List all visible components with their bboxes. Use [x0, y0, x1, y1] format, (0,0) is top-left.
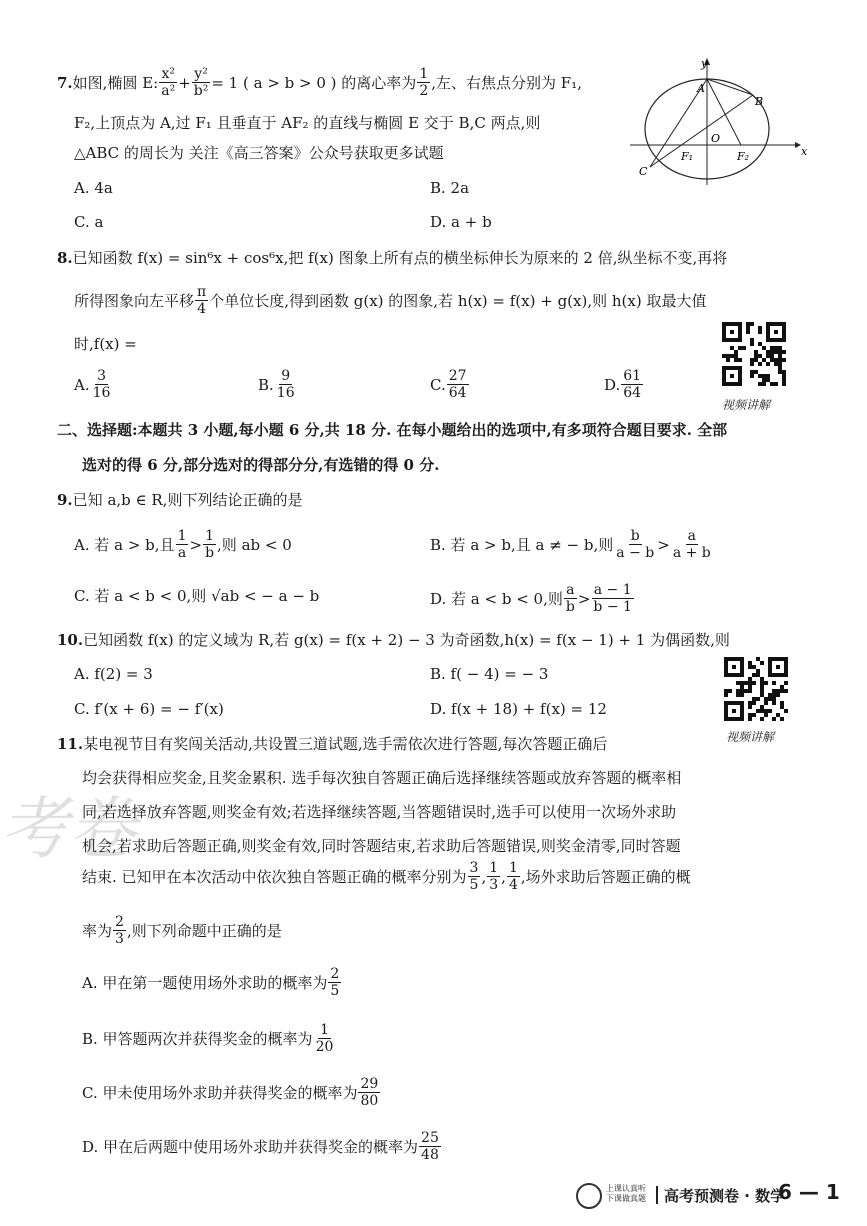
label-f1: F₁ [681, 150, 694, 163]
q8-stem-line2a: 所得图象向左平移 [74, 291, 195, 310]
q7-frac-x: $\frac{\text{x²}}{\text{a²}}$ [161, 66, 176, 99]
q9-option-c[interactable]: C. 若 a < b < 0,则 √ab < − a − b [74, 587, 320, 605]
q8-option-d[interactable]: D. $\frac{61}{64}$ [604, 368, 642, 401]
footer-divider [656, 1186, 658, 1204]
q11-number: 11. [57, 735, 84, 753]
q8-line3: 时,f(x) = [74, 335, 137, 353]
footer-slogan: 上课认真听 下课做真题 [606, 1184, 646, 1203]
q8-option-c[interactable]: C. $\frac{27}{64}$ [430, 368, 467, 401]
video-label: 视频讲解 [722, 398, 771, 412]
q7-option-b[interactable]: B. 2a [430, 179, 470, 197]
q7-stem-part3: ,左、右焦点分别为 F₁, [431, 73, 582, 92]
q7-number: 7. [57, 73, 73, 92]
q11-line3: 同,若选择放弃答题,则奖金有效;若选择继续答题,当答题错误时,选手可以使用一次场外求助 [82, 803, 677, 821]
q8-option-b[interactable]: B. $\frac{9}{16}$ [258, 368, 295, 401]
q7-frac-y: $\frac{\text{y²}}{\text{b²}}$ [193, 66, 209, 99]
q7-option-a[interactable]: A. 4a [74, 179, 113, 197]
page-number: 6 — 1 [778, 1180, 840, 1204]
q8-option-a[interactable]: A. $\frac{3}{16}$ [74, 368, 111, 401]
label-o: O [711, 132, 721, 145]
q9-option-b[interactable]: B. 若 a > b,且 a ≠ − b,则 $\frac{b}{a - b}$ > $\frac{a}{a + b}$ [430, 528, 711, 561]
q7-line3: △ABC 的周长为 关注《高三答案》公众号获取更多试题 [74, 144, 444, 162]
footer-title: 高考预测卷 · 数学 [664, 1187, 786, 1205]
q8-number: 8. [57, 249, 73, 267]
section-2-heading: 二、选择题:本题共 3 小题,每小题 6 分,共 18 分. 在每小题给出的选项中,有多项符合题目要求. 全部 [57, 421, 728, 439]
q8-stem-line1: 已知函数 f(x) = sin⁶x + cos⁶x,把 f(x) 图象上所有点的横坐标伸长为原来的 2 倍,纵坐标不变,再将 [72, 249, 728, 267]
q11-option-a[interactable]: A. 甲在第一题使用场外求助的概率为 $\frac{2}{5}$ [82, 966, 340, 999]
q7-option-c[interactable]: C. a [74, 213, 104, 231]
q11-option-d[interactable]: D. 甲在后两题中使用场外求助并获得奖金的概率为 $\frac{25}{48}$ [82, 1130, 439, 1163]
q11-line6: 率为 $\frac{2}{3}$ ,则下列命题中正确的是 [82, 914, 282, 947]
ellipse-figure [625, 55, 810, 190]
q7-line2: F₂,上顶点为 A,过 F₁ 且垂直于 AF₂ 的直线与椭圆 E 交于 B,C 两点,则 [74, 114, 541, 132]
q10-number: 10. [57, 631, 84, 649]
q9-option-a[interactable]: A. 若 a > b,且 $\frac{1}{a}$ > $\frac{1}{b}$ ,则 ab < 0 [74, 528, 292, 561]
q11-line5: 结束. 已知甲在本次活动中依次独自答题正确的概率分别为 $\frac{3}{5}$ , $\frac{1}{3}$ , $\frac{1}{4}$ ,场外求助后答题正确的概 [82, 860, 691, 893]
label-y: y [701, 57, 708, 70]
q7-option-d[interactable]: D. a + b [430, 213, 492, 231]
q8-frac-pi: $\frac{\pi}{4}$ [197, 284, 207, 317]
q7-line1 [57, 66, 582, 99]
label-f2: F₂ [737, 150, 750, 163]
label-b: B [755, 95, 764, 108]
q7-frac-ecc: $\frac{1}{2}$ [419, 66, 429, 99]
q8-line1 [57, 248, 727, 268]
q7-stem-part2: = 1 ( a > b > 0 ) 的离心率为 [211, 73, 417, 92]
q10-stem: 10.已知函数 f(x) 的定义域为 R,若 g(x) = f(x + 2) − 3 为奇函数,h(x) = f(x − 1) + 1 为偶函数,则 [57, 631, 730, 649]
label-x: x [801, 145, 808, 158]
q11-option-b[interactable]: B. 甲答题两次并获得奖金的概率为 $\frac{1}{20}$ [82, 1022, 334, 1055]
q10-option-b[interactable]: B. f( − 4) = − 3 [430, 665, 549, 683]
q11-line4: 机会,若求助后答题正确,则奖金有效,同时答题结束,若求助后答题错误,则奖金清零,同时答题 [82, 837, 681, 855]
watermark: 考卷 [0, 790, 137, 869]
q10-option-c[interactable]: C. f′(x + 6) = − f′(x) [74, 700, 224, 718]
qr-code-icon[interactable] [722, 322, 786, 386]
video-label: 视频讲解 [726, 730, 775, 744]
qr-code-icon[interactable] [724, 657, 788, 721]
q10-option-a[interactable]: A. f(2) = 3 [74, 665, 153, 683]
q11-line2: 均会获得相应奖金,且奖金累积. 选手每次独自答题正确后选择继续答题或放弃答题的概率相 [82, 769, 682, 787]
q7-plus: + [178, 73, 191, 92]
q7-stem-part1: 如图,椭圆 E: [72, 73, 159, 92]
label-a: A [697, 82, 705, 95]
label-c: C [639, 165, 648, 178]
q9-option-d[interactable]: D. 若 a < b < 0,则 $\frac{a}{b}$ > $\frac{a - 1}{b - 1}$ [430, 582, 632, 615]
section-2-heading-line2: 选对的得 6 分,部分选对的得部分分,有选错的得 0 分. [82, 456, 440, 474]
q9-number: 9. [57, 491, 73, 509]
q11-line1: 11.某电视节目有奖闯关活动,共设置三道试题,选手需依次进行答题,每次答题正确后 [57, 735, 608, 753]
footer-logo-icon [576, 1183, 602, 1209]
q11-option-c[interactable]: C. 甲未使用场外求助并获得奖金的概率为 $\frac{29}{80}$ [82, 1076, 379, 1109]
q9-stem: 9.已知 a,b ∈ R,则下列结论正确的是 [57, 491, 303, 509]
q8-stem-line2b: 个单位长度,得到函数 g(x) 的图象,若 h(x) = f(x) + g(x),则 h(x) 取最大值 [209, 291, 707, 310]
q10-option-d[interactable]: D. f(x + 18) + f(x) = 12 [430, 700, 607, 718]
q8-line2 [74, 284, 706, 317]
